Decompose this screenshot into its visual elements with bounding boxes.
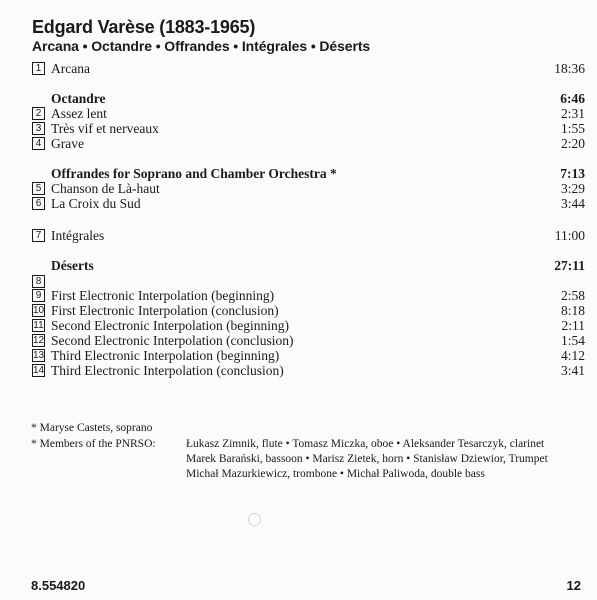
track-row — [32, 136, 585, 151]
page-subtitle: Arcana • Octandre • Offrandes • Intégrales • Déserts — [32, 38, 371, 54]
track-row — [32, 288, 585, 303]
track-title: Third Electronic Interpolation (beginning) — [51, 348, 280, 363]
track-duration: 2:11 — [561, 318, 585, 333]
track-number-box: 5 — [32, 182, 45, 195]
track-number-box: 11 — [33, 320, 44, 331]
soprano-credit: * Maryse Castets, soprano — [31, 422, 153, 434]
track-title: Second Electronic Interpolation (conclusion) — [51, 333, 294, 348]
section-duration: 7:13 — [560, 166, 585, 181]
track-number-box: 1 — [32, 62, 45, 75]
track-title: Arcana — [51, 61, 90, 76]
track-title: Third Electronic Interpolation (conclusion) — [51, 363, 284, 378]
track-row — [32, 318, 585, 333]
track-title: Chanson de Là-haut — [51, 181, 160, 196]
track-title: Très vif et nerveaux — [51, 121, 159, 136]
track-number-box: 9 — [32, 289, 45, 302]
section-title: Déserts — [51, 258, 94, 273]
track-row — [32, 106, 585, 121]
track-row — [32, 61, 585, 76]
track-row — [32, 348, 585, 363]
track-duration: 1:54 — [560, 333, 585, 348]
track-number-box: 14 — [33, 365, 45, 376]
page-title: Edgard Varèse (1883-1965) — [32, 17, 256, 37]
section-duration: 27:11 — [554, 258, 585, 273]
track-number-box: 13 — [33, 350, 45, 361]
disc-hole-mark — [248, 513, 261, 526]
track-number-box: 2 — [32, 107, 45, 120]
track-row — [32, 333, 585, 348]
track-title: La Croix du Sud — [51, 196, 141, 211]
track-number-box: 12 — [33, 335, 45, 346]
track-number-box: 3 — [32, 122, 45, 135]
section-heading-offrandes — [32, 166, 585, 182]
members-line: Michał Mazurkiewicz, trombone • Michał Paliwoda, double bass — [186, 468, 485, 480]
track-row — [32, 181, 585, 196]
track-row — [32, 121, 585, 136]
section-heading-octandre — [32, 91, 585, 107]
track-row — [32, 363, 585, 378]
track-duration: 3:44 — [560, 196, 585, 211]
track-number-box: 10 — [33, 305, 45, 316]
track-duration: 1:55 — [560, 121, 585, 136]
track-duration: 2:20 — [560, 136, 585, 151]
track-row — [32, 274, 585, 289]
section-heading-deserts — [32, 258, 585, 274]
track-row — [32, 196, 585, 211]
track-duration: 3:29 — [560, 181, 585, 196]
track-title: First Electronic Interpolation (conclusion) — [51, 303, 279, 318]
track-number-box: 6 — [32, 197, 45, 210]
members-line: Marek Barański, bassoon • Marisz Zietek, horn • Stanisław Dziewior, Trumpet — [186, 453, 548, 465]
track-duration: 11:00 — [554, 228, 585, 243]
members-label: * Members of the PNRSO: — [31, 438, 156, 450]
track-duration: 3:41 — [560, 363, 585, 378]
track-duration: 8:18 — [560, 303, 585, 318]
track-number-box: 8 — [32, 275, 45, 288]
track-duration: 2:31 — [560, 106, 585, 121]
track-duration: 18:36 — [554, 61, 585, 76]
page-number: 12 — [566, 578, 581, 593]
track-row — [32, 228, 585, 243]
section-title: Offrandes for Soprano and Chamber Orchestra * — [51, 166, 337, 181]
track-title: Second Electronic Interpolation (beginning) — [51, 318, 290, 333]
track-title: First Electronic Interpolation (beginning) — [51, 288, 275, 303]
track-row — [32, 303, 585, 318]
members-line: Łukasz Zimnik, flute • Tomasz Miczka, oboe • Aleksander Tesarczyk, clarinet — [186, 438, 545, 450]
section-title: Octandre — [51, 91, 106, 106]
track-duration: 4:12 — [560, 348, 585, 363]
members-list — [186, 437, 586, 482]
track-number-box: 4 — [32, 137, 45, 150]
track-number-box: 7 — [32, 229, 45, 242]
track-duration: 2:58 — [560, 288, 585, 303]
track-title: Assez lent — [51, 106, 107, 121]
section-duration: 6:46 — [560, 91, 585, 106]
catalog-number: 8.554820 — [31, 578, 86, 593]
track-title: Intégrales — [51, 228, 105, 243]
track-title: Grave — [51, 136, 84, 151]
